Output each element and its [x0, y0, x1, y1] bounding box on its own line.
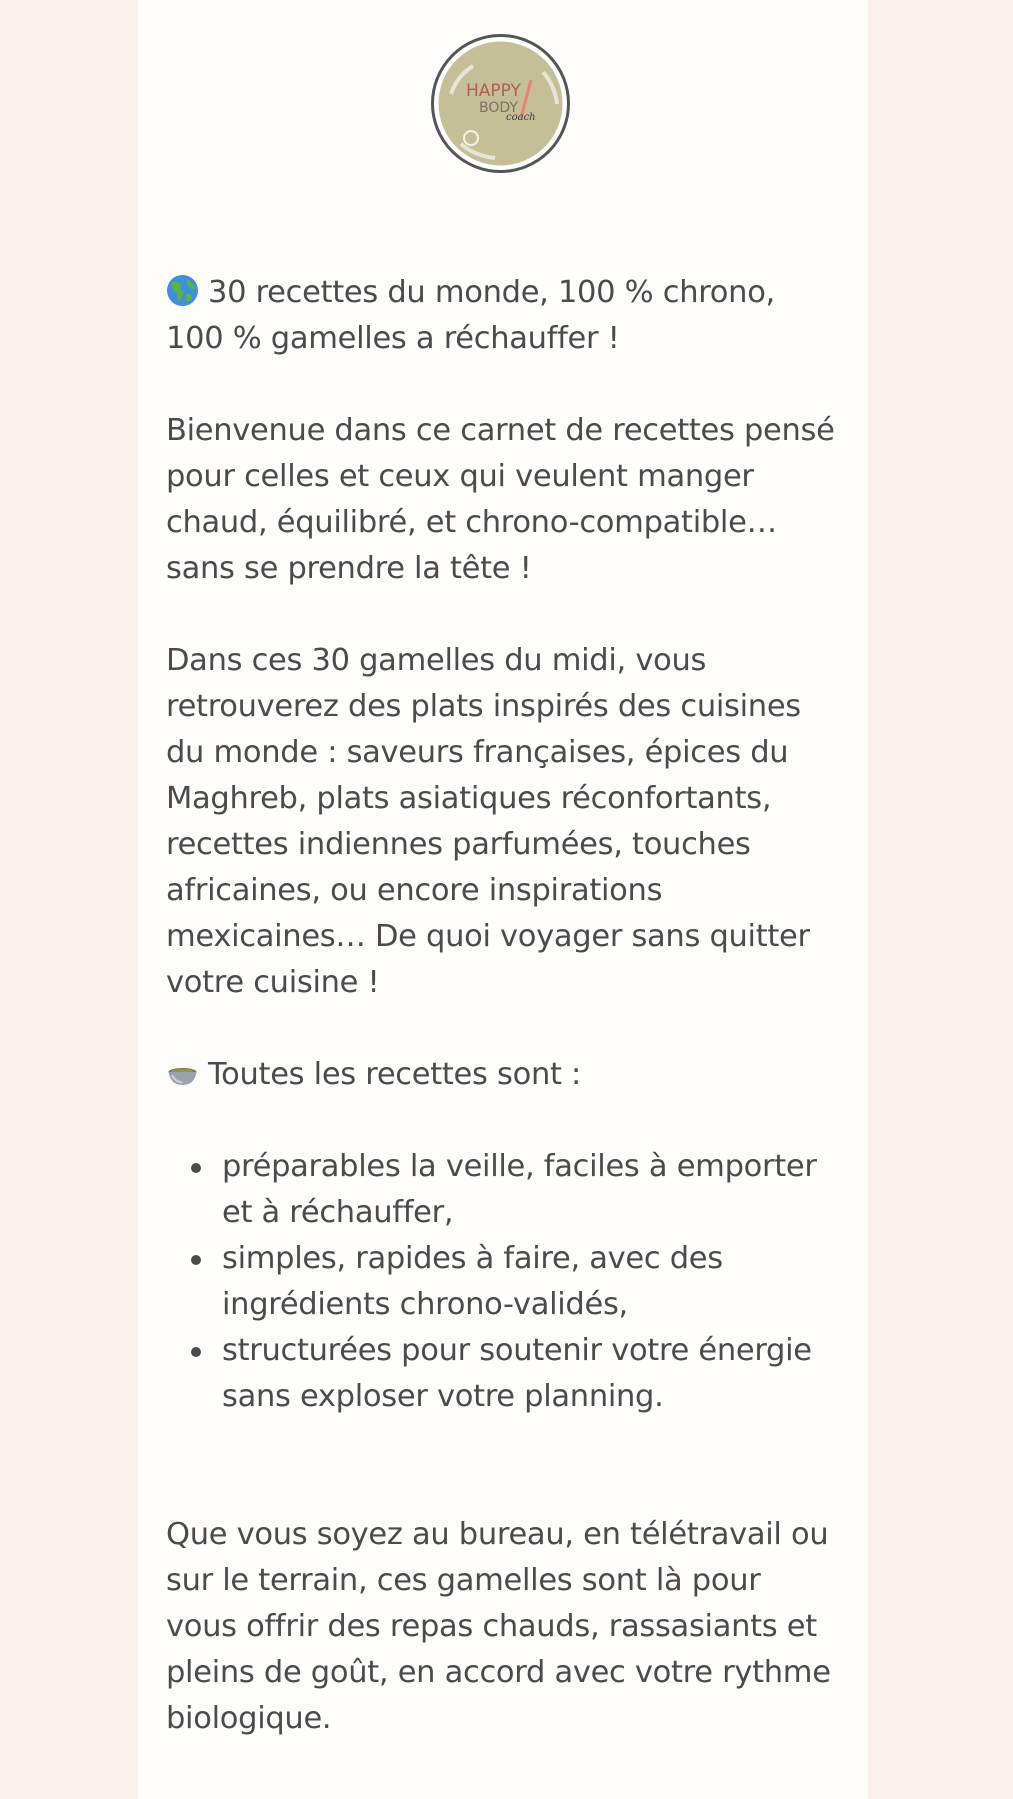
- headline: [166, 270, 836, 362]
- happy-body-coach-logo: [431, 34, 570, 173]
- logo-line1: HAPPY: [466, 81, 521, 101]
- recipe-book-description: [166, 270, 836, 1742]
- list-item: préparables la veille, faciles à emporter et à réchauffer,: [222, 1144, 836, 1236]
- description-paragraph: Dans ces 30 gamelles du midi, vous retrouverez des plats inspirés des cuisines du monde : saveurs françaises, épices du Maghreb, plats asiatiques réconfortants, recettes indiennes parfumées, touches africaines, ou encore inspirations mexicaines… De quoi voyager sans quitter votre cuisine !: [166, 643, 810, 1000]
- logo-line2: BODY: [479, 100, 518, 116]
- intro-paragraph: Bienvenue dans ce carnet de recettes pensé pour celles et ceux qui veulent manger chaud, équilibré, et chrono-compatible… sans se prendre la tête !: [166, 413, 835, 586]
- list-intro-text: Toutes les recettes sont :: [208, 1057, 582, 1092]
- recipe-qualities-list: [166, 1144, 836, 1420]
- headline-text: 30 recettes du monde, 100 % chrono, 100 % gamelles a réchauffer !: [166, 275, 775, 356]
- bowl-icon: [166, 1056, 199, 1089]
- list-item: structurées pour soutenir votre énergie sans exploser votre planning.: [222, 1328, 836, 1420]
- page-card: [138, 0, 868, 1799]
- logo-image: [431, 34, 570, 173]
- closing-paragraph: Que vous soyez au bureau, en télétravail ou sur le terrain, ces gamelles sont là pour vous offrir des repas chauds, rassasiants et pleins de goût, en accord avec votre rythme biologique.: [166, 1517, 831, 1736]
- list-intro: [166, 1052, 836, 1098]
- logo-line3: coach: [506, 112, 536, 123]
- list-item: simples, rapides à faire, avec des ingrédients chrono-validés,: [222, 1236, 836, 1328]
- globe-icon: [166, 274, 199, 307]
